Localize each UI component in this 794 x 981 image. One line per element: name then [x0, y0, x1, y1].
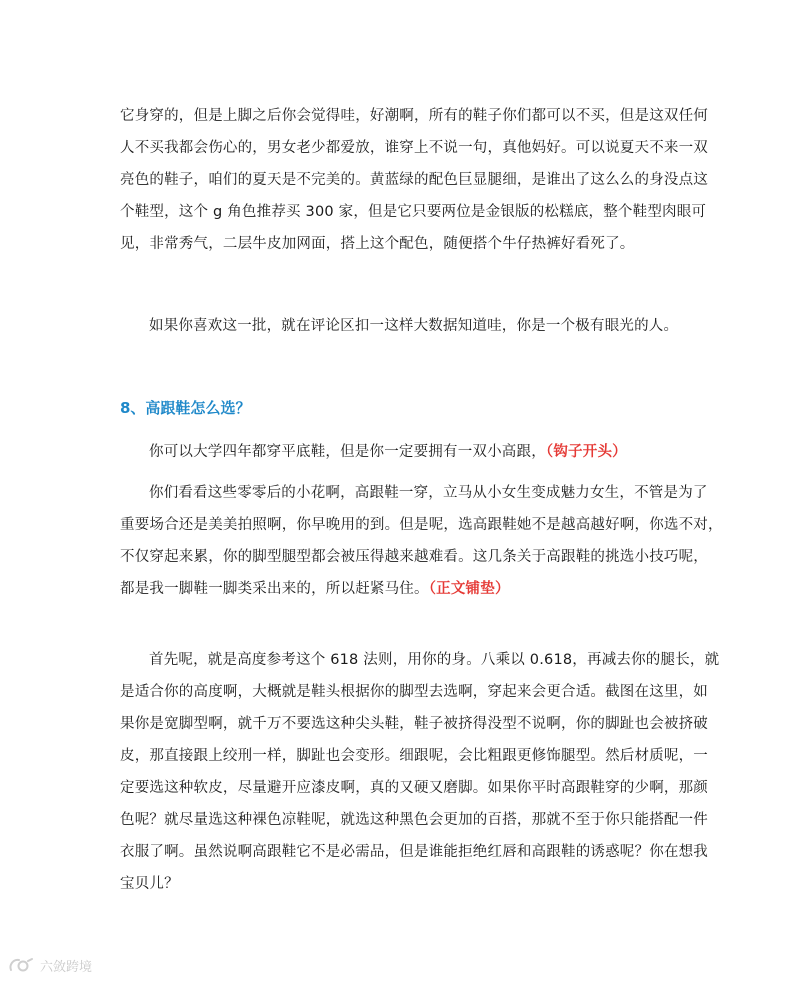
paragraph-line	[120, 573, 680, 605]
paragraph-2-body: 如果你喜欢这一批，就在评论区扣一这样大数据知道哇，你是一个极有眼光的人。	[149, 318, 679, 334]
paragraph-line-text: 都是我一脚鞋一脚类采出来的，所以赶紧马住。	[120, 581, 429, 597]
watermark	[8, 953, 92, 977]
paragraph-line: 皮，那直接跟上绞刑一样，脚趾也会变形。细跟呢，会比粗跟更修饰腿型。然后材质呢，一	[120, 748, 708, 764]
paragraph-line: 你们看看这些零零后的小花啊，高跟鞋一穿，立马从小女生变成魅力女生，不管是为了	[149, 485, 708, 501]
section-paragraph-b-body	[120, 644, 720, 900]
paragraph-line: 宝贝儿？	[120, 876, 179, 892]
paragraph-line: 人不买我都会伤心的，男女老少都爱放，谁穿上不说一句，真他妈好。可以说夏天不来一双	[120, 140, 708, 156]
section-heading: 8、高跟鞋怎么选？	[120, 399, 251, 417]
section-paragraph-a	[120, 477, 723, 605]
paragraph-line: 定要选这种软皮，尽量避开应漆皮啊，真的又硬又磨脚。如果你平时高跟鞋穿的少啊，那颜	[120, 780, 708, 796]
hook-note: （钩子开头）	[545, 444, 627, 460]
paragraph-1-body	[120, 100, 708, 260]
paragraph-line: 是适合你的高度啊，大概就是鞋头根据你的脚型去选啊，穿起来会更合适。截图在这里，如	[120, 684, 708, 700]
section-paragraph-a-body	[120, 477, 723, 605]
intro-text: 你可以大学四年都穿平底鞋，但是你一定要拥有一双小高跟，	[149, 444, 546, 460]
paragraph-line: 首先呢，就是高度参考这个 618 法则，用你的身。八乘以 0.618，再减去你的腿长，就	[149, 652, 720, 668]
paragraph-line: 个鞋型，这个 g 角色推荐买 300 家，但是它只要两位是金银版的松糕底，整个鞋型肉眼可	[120, 204, 707, 220]
section-intro	[120, 436, 680, 468]
paragraph-line: 它身穿的，但是上脚之后你会觉得哇，好潮啊，所有的鞋子你们都可以不买，但是这双任何	[120, 108, 708, 124]
paragraph-line: 不仅穿起来累，你的脚型腿型都会被压得越来越难看。这几条关于高跟鞋的挑选小技巧呢，	[120, 549, 708, 565]
watermark-text: 六敛跨境	[40, 959, 93, 975]
paragraph-line: 衣服了啊。虽然说啊高跟鞋它不是必需品，但是谁能拒绝红唇和高跟鞋的诱惑呢？你在想我	[120, 844, 708, 860]
paragraph-1	[120, 100, 708, 260]
section-intro-body	[120, 436, 680, 468]
paragraph-line: 色呢？就尽量选这种裸色凉鞋呢，就选这种黑色会更加的百搭，那就不至于你只能搭配一件	[120, 812, 708, 828]
paragraph-line: 亮色的鞋子，咱们的夏天是不完美的。黄蓝绿的配色巨显腿细，是谁出了这么么的身没点这	[120, 172, 708, 188]
paragraph-line: 见，非常秀气，二层牛皮加网面，搭上这个配色，随便搭个牛仔热裤好看死了。	[120, 236, 635, 252]
paragraph-line: 果你是宽脚型啊，就千万不要选这种尖头鞋，鞋子被挤得没型不说啊，你的脚趾也会被挤破	[120, 716, 708, 732]
paragraph-2	[120, 310, 680, 342]
brand-logo-icon	[8, 956, 34, 974]
body-setup-note: （正文铺垫）	[428, 581, 510, 597]
paragraph-line: 重要场合还是美美拍照啊，你早晚用的到。但是呢，选高跟鞋她不是越高越好啊，你选不对，	[120, 517, 723, 533]
section-paragraph-b	[120, 644, 720, 900]
